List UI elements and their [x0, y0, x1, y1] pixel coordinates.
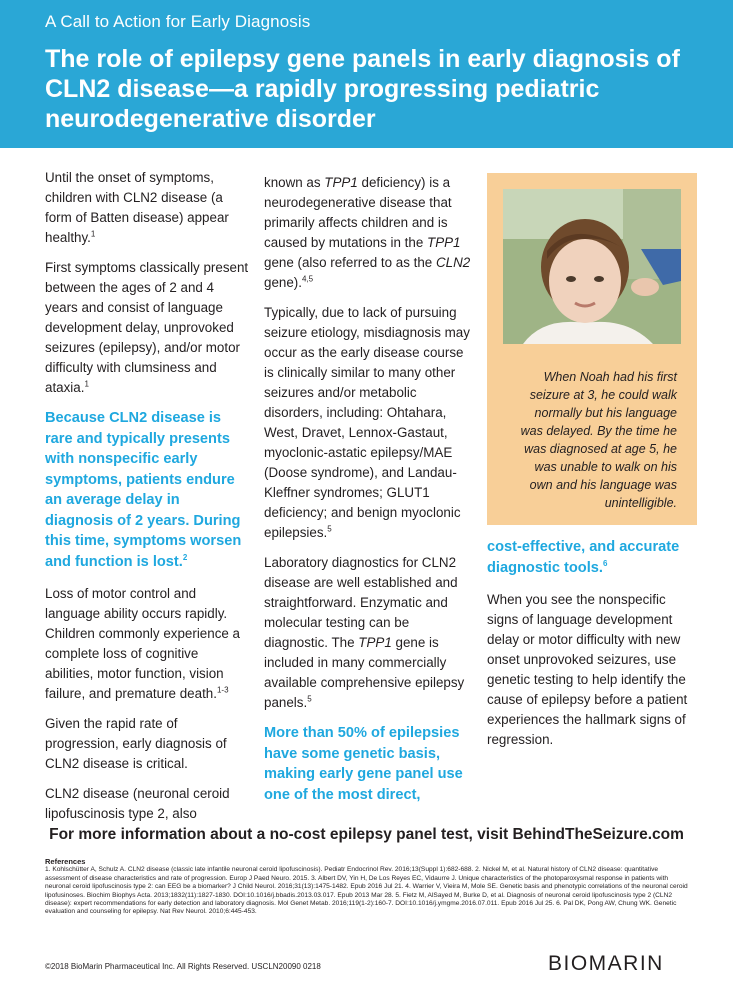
paragraph: Typically, due to lack of pursuing seizure etiology, misdiagnosis may occur as the early disease course is clinically similar to many other seizures and/or metabolic disorders, including: Ohtahara, West, Dravet, Lennox-Gastaut, myoclonic-astatic epilepsy/MAE (Doose syndrome), and Landau-Kleffner syndromes; GLUT1 deficiency; and benign myoclonic epilepsies.$^5$	[264, 305, 470, 540]
paragraph: Laboratory diagnostics for CLN2 disease are well established and straightforward. Enzymatic and molecular testing can be diagnostic. The TPP1 gene is included in many commercially available comprehensive epilepsy panels.$^5$	[264, 555, 465, 710]
child-photo	[503, 189, 681, 344]
child-photo-illustration	[503, 189, 681, 344]
paragraph: Given the rapid rate of progression, early diagnosis of CLN2 disease is critical.	[45, 716, 227, 771]
paragraph: When you see the nonspecific signs of language development delay or motor difficulty with new onset unprovoked seizures, use genetic testing to help identify the cause of epilepsy before a patient experiences the hallmark signs of regression.	[487, 592, 688, 747]
kicker: A Call to Action for Early Diagnosis	[45, 12, 311, 31]
header-banner	[0, 0, 733, 148]
references-text: 1. Kohlschütter A, Schulz A. CLN2 disease (classic late infantile neuronal ceroid lipofuscinosis). Pediatr Endocrinol Rev. 2016;13(Suppl 1):682-688. 2. Nickel M, et al. Natural history of CLN2 disease: quantitative assessment of disease characteristics and rate of progression. Europ J Paed Neuro. 2015. 3. Albert DV, Yin H, De Los Reyes EC, Vidaurre J. Unique characteristics of the photoparoxysmal response in patients with neuronal ceroid lipofuscinosis type 2: can EEG be a biomarker? J Child Neurol. 2016;31(13):1475-1482. Epub 2016 Jul 21. 4. Warrier V, Vieira M, Mole SE. Genetic basis and phenotypic correlations of the neuronal ceroid lipofusinoses. Biochim Biophys Acta. 2013;1832(11):1827-1830. DOI:10.1016/j.bbadis.2013.03.017. Epub 2013 Mar 28. 5. Fietz M, AlSayed M, Burke D, et al. Diagnosis of neuronal ceroid lipofuscinosis type 2 (CLN2 disease): expert recommendations for early detection and laboratory diagnosis. Mol Genet Metab. 2016;119(1-2):160-7. DOI:10.1016/j.ymgme.2016.07.011. Epub 2016 Jul 25. 6. Pal DK, Pong AW, Chung WK. Genetic evaluation and counseling for epilepsy. Nat Rev Neurol. 2010;6:445-453.	[45, 866, 688, 916]
column-1	[45, 168, 250, 834]
paragraph: Loss of motor control and language ability occurs rapidly. Children commonly experience a complete loss of cognitive abilities, motor function, vision failure, and premature death.$^{1-3}$	[45, 586, 241, 701]
photo-caption: When Noah had his first seizure at 3, he could walk normally but his language was delayed. By the time he was diagnosed at age 5, he was unable to walk on his own and his language was unintelligible.	[520, 370, 677, 510]
references-title: References	[45, 857, 86, 866]
callout: More than 50% of epilepsies have some genetic basis, making early gene panel use one of the most direct,	[264, 725, 463, 803]
page-title: The role of epilepsy gene panels in early diagnosis of CLN2 disease—a rapidly progressing pediatric neurodegenerative disorder	[45, 45, 680, 133]
photo-panel	[487, 173, 697, 525]
references	[45, 858, 695, 917]
biomarin-logo: BIOMARIN	[548, 952, 664, 975]
callout: cost-effective, and accurate diagnostic tools.$^6$	[487, 539, 680, 576]
paragraph: Until the onset of symptoms, children with CLN2 disease (a form of Batten disease) appear healthy.$^1$	[45, 170, 229, 245]
call-to-action: For more information about a no-cost epilepsy panel test, visit BehindTheSeizure.com	[49, 826, 684, 843]
paragraph: CLN2 disease (neuronal ceroid lipofuscinosis type 2, also	[45, 786, 230, 821]
column-3	[487, 537, 697, 760]
column-2	[264, 173, 474, 817]
paragraph: known as TPP1 deficiency) is a neurodegenerative disease that primarily affects children and is caused by mutations in the TPP1 gene (also referred to as the CLN2 gene).$^{4,5}$	[264, 175, 471, 290]
copyright: ©2018 BioMarin Pharmaceutical Inc. All Rights Reserved. USCLN20090 0218	[45, 962, 321, 971]
paragraph: First symptoms classically present between the ages of 2 and 4 years and consist of language development delay, unprovoked seizures (epilepsy), and/or motor difficulty with clumsiness and ataxia.$^1$	[45, 260, 249, 395]
callout: Because CLN2 disease is rare and typically presents with nonspecific early symptoms, patients endure an average delay in diagnosis of 2 years. During this time, symptoms worsen and function is lost.$^2$	[45, 410, 242, 570]
